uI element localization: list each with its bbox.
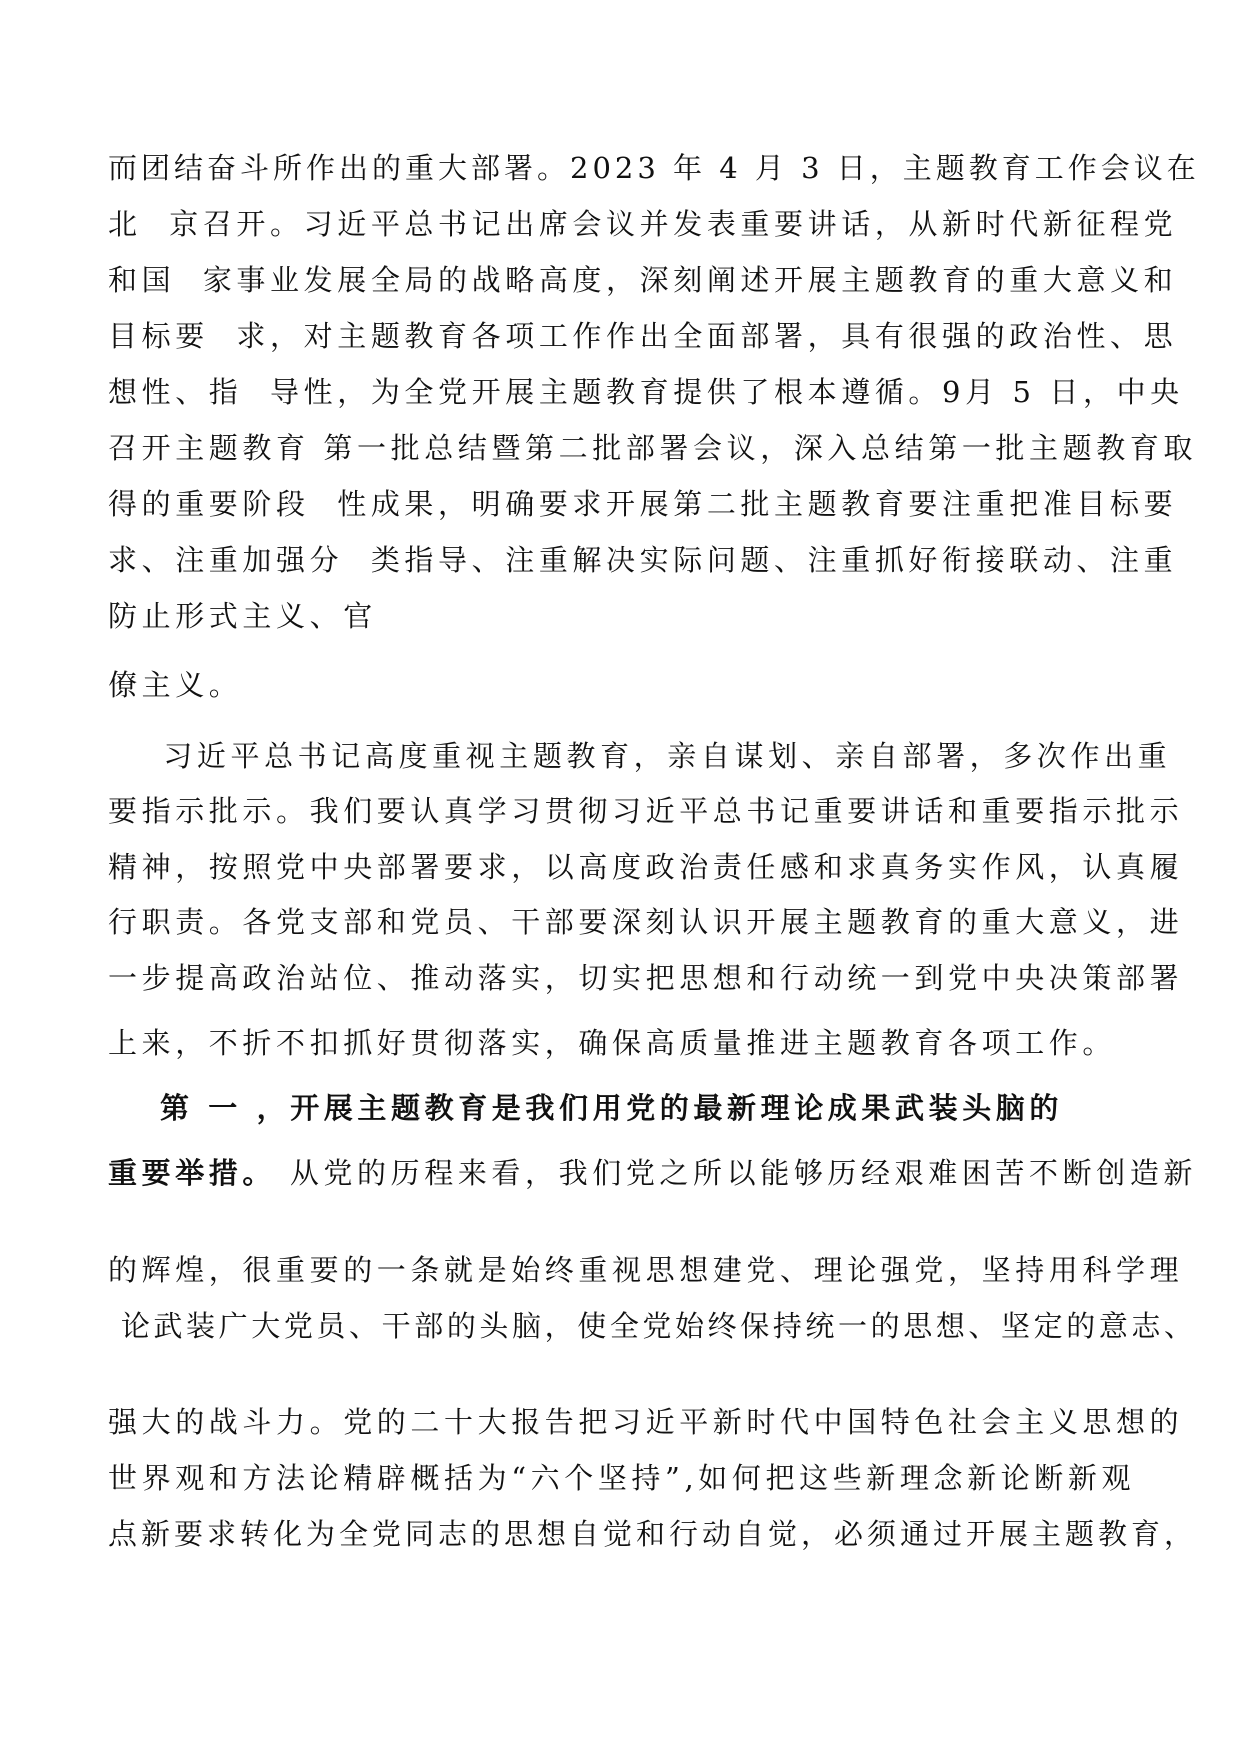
text-line: 的辉煌，很重要的一条就是始终重视思想建党、理论强党，坚持用科学理: [108, 1253, 1184, 1287]
text-line: 目标要 求，对主题教育各项工作作出全面部署，具有很强的政治性、思: [108, 319, 1178, 353]
text-line: 论武装广大党员、干部的头脑，使全党始终保持统一的思想、坚定的意志、: [108, 1309, 1197, 1343]
text-line: 僚主义。: [108, 668, 243, 702]
text-line: 强大的战斗力。党的二十大报告把习近平新时代中国特色社会主义思想的: [108, 1405, 1184, 1439]
text-line: 北 京召开。习近平总书记出席会议并发表重要讲话，从新时代新征程党: [108, 207, 1178, 241]
text-line: 想性、指 导性，为全党开展主题教育提供了根本遵循。9月 5 日，中央: [108, 375, 1184, 409]
text-line: 点新要求转化为全党同志的思想自觉和行动自觉，必须通过开展主题教育，: [108, 1517, 1198, 1551]
section-heading-end: 重要举措。: [108, 1156, 277, 1190]
text-line: 习近平总书记高度重视主题教育，亲自谋划、亲自部署，多次作出重: [108, 739, 1172, 773]
text-line: 和国 家事业发展全局的战略高度，深刻阐述开展主题教育的重大意义和: [108, 263, 1178, 297]
text-line: 行职责。各党支部和党员、干部要深刻认识开展主题教育的重大意义，进: [108, 905, 1184, 939]
text-line: 一步提高政治站位、推动落实，切实把思想和行动统一到党中央决策部署: [108, 961, 1184, 995]
text-line: 召开主题教育 第一批总结暨第二批部署会议，深入总结第一批主题教育取: [108, 431, 1198, 465]
text-line: 而团结奋斗所作出的重大部署。2023 年 4 月 3 日，主题教育工作会议在: [108, 151, 1200, 185]
text-line: 上来，不折不扣抓好贯彻落实，确保高质量推进主题教育各项工作。: [108, 1026, 1117, 1060]
text-line: [108, 1153, 1197, 1193]
text-line: 得的重要阶段 性成果，明确要求开展第二批主题教育要注重把准目标要: [108, 487, 1178, 521]
text-line: 要指示批示。我们要认真学习贯彻习近平总书记重要讲话和重要指示批示: [108, 794, 1184, 828]
text-line: 防止形式主义、官: [108, 599, 377, 633]
section-heading: 第 一 ，开展主题教育是我们用党的最新理论成果武装头脑的: [160, 1091, 1063, 1125]
text-line: 求、注重加强分 类指导、注重解决实际问题、注重抓好衔接联动、注重: [108, 543, 1178, 577]
text-line: 精神，按照党中央部署要求，以高度政治责任感和求真务实作风，认真履: [108, 850, 1184, 884]
text-segment: 从党的历程来看，我们党之所以能够历经艰难困苦不断创造新: [276, 1156, 1198, 1190]
text-line: 世界观和方法论精辟概括为“六个坚持”,如何把这些新理念新论断新观: [108, 1461, 1136, 1495]
